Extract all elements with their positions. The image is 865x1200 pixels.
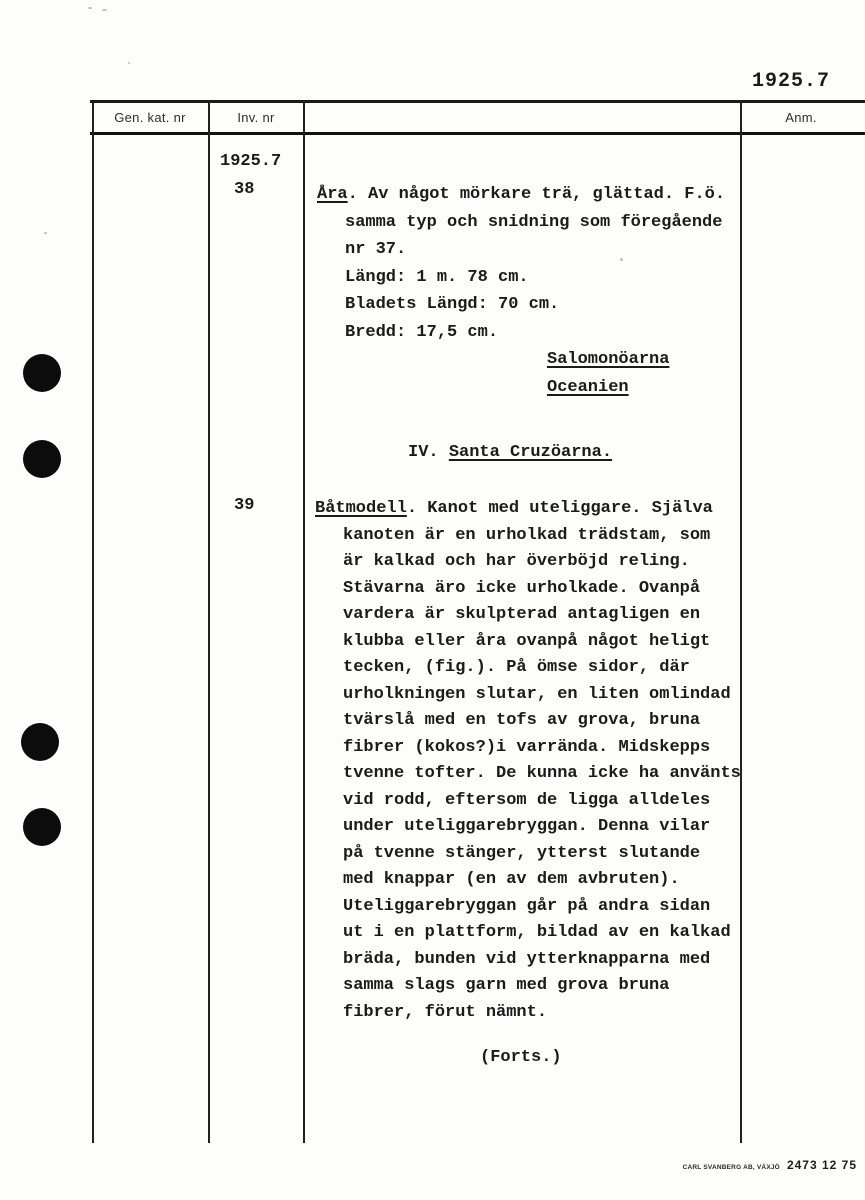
entry-39-text-line: vardera är skulpterad antagligen en — [343, 605, 701, 624]
entry-39-headword: Båtmodell — [315, 499, 407, 518]
entry-39-text-line: Stävarna äro icke urholkade. Ovanpå — [343, 578, 701, 598]
inventory-group-code: 1925.7 — [220, 152, 282, 171]
printer-footer — [683, 1158, 857, 1172]
entry-39-text-line: vid rodd, eftersom de ligga alldeles — [343, 790, 711, 810]
scan-speck — [620, 258, 623, 261]
entry-39-text-line: tecken, (fig.). På ömse sidor, där — [343, 658, 690, 677]
column-header-inv-nr: Inv. nr — [237, 110, 275, 125]
entry-39-text-line: klubba eller åra ovanpå något heligt — [343, 631, 711, 651]
entry-38-headword: Åra — [317, 185, 348, 204]
hole-punch — [23, 354, 61, 392]
entry-39-headline — [315, 496, 765, 523]
table-header-bottom-rule — [90, 132, 865, 135]
entry-39-text-line: bräda, bunden vid ytterknapparna med — [343, 949, 711, 969]
entry-38-text-line: Längd: 1 m. 78 cm. — [345, 267, 529, 287]
entry-38-text-line: samma typ och snidning som föregående — [345, 212, 723, 232]
column-rule-genkat-inv — [208, 100, 210, 1143]
column-header-anm: Anm. — [785, 110, 817, 125]
entry-39-text-line: Uteliggarebryggan går på andra sidan — [343, 896, 711, 916]
section-heading — [408, 443, 612, 462]
entry-39-text-line: under uteliggarebryggan. Denna vilar — [343, 817, 711, 836]
printer-name: CARL SVANBERG AB, VÄXJÖ — [682, 1164, 780, 1171]
entry-39-text-line: på tvenne stänger, ytterst slutande — [343, 843, 701, 863]
entry-39-text-line: urholkningen slutar, en liten omlindad — [343, 684, 731, 704]
provenance-line: Salomonöarna — [547, 350, 670, 369]
page-code: 1925.7 — [752, 70, 831, 93]
entry-39-description — [343, 523, 765, 1027]
section-numeral: IV. — [408, 443, 449, 462]
section-title: Santa Cruzöarna. — [448, 443, 613, 462]
scan-speck — [88, 7, 92, 9]
entry-38-text-line: Bredd: 17,5 cm. — [345, 322, 499, 342]
entry-39-text-line: tvenne tofter. De kunna icke ha använts — [343, 764, 741, 783]
inventory-number-39: 39 — [234, 496, 255, 515]
form-code: 2473 12 75 — [786, 1158, 857, 1172]
inventory-number-38: 38 — [234, 180, 255, 199]
entry-38-text-line: Bladets Längd: 70 cm. — [345, 295, 560, 314]
entry-38-provenance — [547, 346, 767, 401]
entry-39-text-line: tvärslå med en tofs av grova, bruna — [343, 711, 701, 730]
entry-39-headline-rest: . Kanot med uteliggare. Själva — [406, 499, 713, 518]
scan-speck — [102, 9, 107, 11]
column-header-gen-kat-nr: Gen. kat. nr — [114, 110, 186, 125]
entry-38-headline — [317, 181, 767, 209]
entry-39-text-line: fibrer, förut nämnt. — [343, 1002, 548, 1022]
provenance-line: Oceanien — [547, 377, 629, 397]
scan-speck — [128, 62, 130, 64]
entry-38-text-line: nr 37. — [345, 240, 407, 259]
scan-speck — [44, 232, 47, 234]
entry-38-description — [345, 209, 767, 347]
hole-punch — [23, 440, 61, 478]
entry-38-headline-rest: . Av något mörkare trä, glättad. F.ö. — [347, 185, 726, 204]
entry-39-text-line: kanoten är en urholkad trädstam, som — [343, 525, 711, 545]
hole-punch — [21, 723, 59, 761]
table-top-rule — [90, 100, 865, 103]
continuation-mark: (Forts.) — [480, 1048, 562, 1067]
hole-punch — [23, 808, 61, 846]
table-left-rule — [92, 100, 94, 1143]
column-rule-inv-main — [303, 100, 305, 1143]
entry-39-text-line: ut i en plattform, bildad av en kalkad — [343, 923, 731, 942]
entry-39-text-line: är kalkad och har överböjd reling. — [343, 552, 690, 571]
catalog-entry-38 — [317, 181, 767, 401]
catalog-entry-39 — [315, 496, 765, 1026]
entry-39-text-line: fibrer (kokos?)i varrända. Midskepps — [343, 737, 711, 757]
entry-39-text-line: med knappar (en av dem avbruten). — [343, 870, 680, 889]
entry-39-text-line: samma slags garn med grova bruna — [343, 976, 670, 995]
